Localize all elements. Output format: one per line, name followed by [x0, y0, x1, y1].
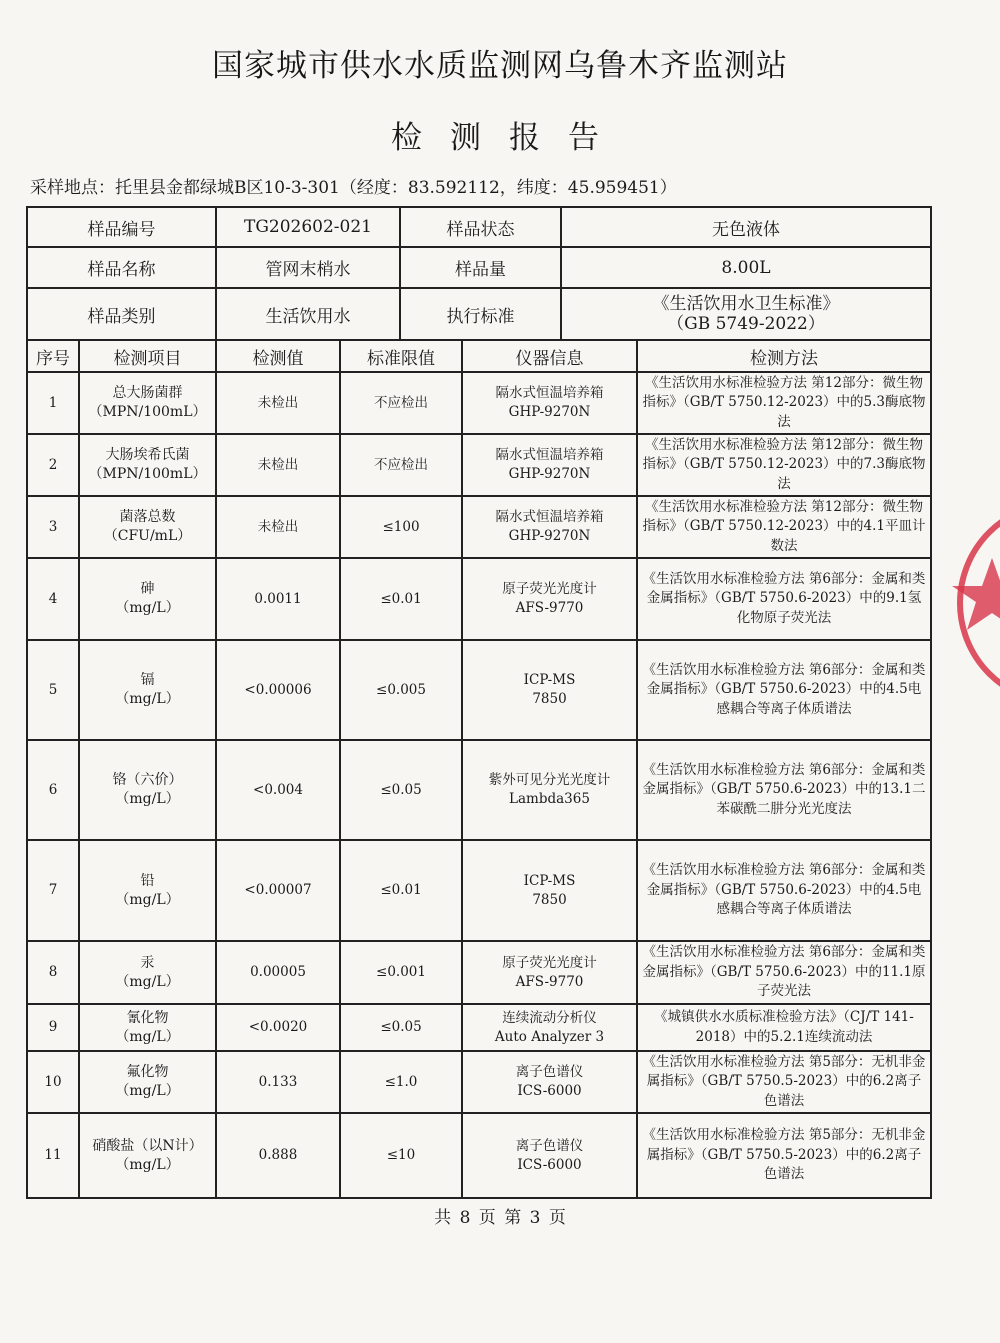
row-item: [79, 941, 216, 1004]
instrument-name: 隔水式恒温培养箱: [495, 509, 604, 525]
standard-label: 执行标准: [400, 288, 561, 340]
row-limit: ≤100: [340, 496, 462, 558]
instrument-name: 连续流动分析仪: [502, 1009, 597, 1026]
red-seal-stamp-icon: [950, 488, 1000, 718]
instrument-model: AFS-9770: [515, 973, 584, 990]
instrument-name: 原子荧光光度计: [502, 581, 597, 597]
item-name: 汞: [140, 954, 155, 971]
standard-value: [561, 288, 931, 340]
row-limit: ≤0.01: [340, 840, 462, 941]
item-name: 铅: [140, 872, 155, 889]
table-row: [27, 941, 931, 1004]
row-value: <0.00006: [216, 640, 340, 740]
sample-name-label: 样品名称: [27, 247, 216, 288]
sample-type-label: 样品类别: [27, 288, 216, 340]
row-value: <0.004: [216, 740, 340, 840]
sample-info-table: [26, 206, 932, 341]
row-value: 未检出: [216, 434, 340, 496]
row-limit: ≤0.05: [340, 740, 462, 840]
item-name: 氰化物: [126, 1009, 169, 1026]
sample-type-value: 生活饮用水: [216, 288, 400, 340]
table-row: [27, 640, 931, 740]
row-instrument: [462, 840, 637, 941]
row-value: 0.133: [216, 1051, 340, 1113]
row-value: 未检出: [216, 496, 340, 558]
instrument-name: 隔水式恒温培养箱: [495, 385, 604, 401]
sample-no-value: TG202602-021: [216, 207, 400, 247]
item-unit: （mg/L）: [115, 791, 180, 807]
sample-qty-value: 8.00L: [561, 247, 931, 288]
row-no: 3: [27, 496, 79, 558]
item-unit: （mg/L）: [115, 691, 180, 707]
instrument-model: 7850: [532, 891, 567, 908]
item-name: 硝酸盐（以N计）: [92, 1137, 203, 1154]
row-no: 8: [27, 941, 79, 1004]
row-value: 0.00005: [216, 941, 340, 1004]
sample-state-label: 样品状态: [400, 207, 561, 247]
row-item: [79, 740, 216, 840]
item-unit: （mg/L）: [115, 973, 180, 990]
item-unit: （MPN/100mL）: [88, 404, 207, 420]
row-instrument: [462, 1113, 637, 1198]
row-no: 10: [27, 1051, 79, 1113]
table-row: [27, 840, 931, 941]
row-instrument: [462, 941, 637, 1004]
item-unit: （MPN/100mL）: [88, 466, 207, 482]
instrument-name: ICP-MS: [523, 872, 576, 889]
row-limit: ≤1.0: [340, 1051, 462, 1113]
row-method: 《生活饮用水标准检验方法 第6部分：金属和类金属指标》（GB/T 5750.6-2023）中的11.1原子荧光法: [637, 941, 931, 1004]
row-no: 5: [27, 640, 79, 740]
header-limit: 标准限值: [340, 340, 462, 372]
row-item: [79, 558, 216, 640]
standard-code: （GB 5749-2022）: [667, 314, 825, 334]
sample-qty-label: 样品量: [400, 247, 561, 288]
row-instrument: [462, 496, 637, 558]
item-name: 镉: [140, 672, 155, 688]
row-limit: ≤0.05: [340, 1004, 462, 1051]
row-no: 2: [27, 434, 79, 496]
row-value: 未检出: [216, 372, 340, 434]
page-number: 共 8 页 第 3 页: [434, 1208, 566, 1228]
table-row: [27, 740, 931, 840]
standard-name: 《生活饮用水卫生标准》: [652, 294, 840, 314]
row-item: [79, 372, 216, 434]
row-method: 《生活饮用水标准检验方法 第6部分：金属和类金属指标》（GB/T 5750.6-2023）中的4.5电感耦合等离子体质谱法: [637, 640, 931, 740]
table-row: [27, 496, 931, 558]
row-no: 7: [27, 840, 79, 941]
row-item: [79, 496, 216, 558]
instrument-model: Lambda365: [509, 791, 590, 807]
row-limit: ≤0.005: [340, 640, 462, 740]
row-no: 11: [27, 1113, 79, 1198]
row-method: 《生活饮用水标准检验方法 第12部分：微生物指标》（GB/T 5750.12-2023）中的4.1平皿计数法: [637, 496, 931, 558]
row-instrument: [462, 434, 637, 496]
row-value: <0.0020: [216, 1004, 340, 1051]
instrument-name: 原子荧光光度计: [502, 954, 597, 971]
item-unit: （mg/L）: [115, 891, 180, 908]
row-limit: 不应检出: [340, 434, 462, 496]
item-name: 铬（六价）: [112, 772, 183, 788]
row-item: [79, 640, 216, 740]
item-unit: （mg/L）: [115, 1083, 180, 1099]
row-no: 6: [27, 740, 79, 840]
item-name: 菌落总数: [119, 509, 176, 525]
row-instrument: [462, 372, 637, 434]
table-row: [27, 1051, 931, 1113]
results-table: [26, 339, 932, 1199]
instrument-model: ICS-6000: [517, 1156, 582, 1173]
row-instrument: [462, 1051, 637, 1113]
row-method: 《生活饮用水标准检验方法 第5部分：无机非金属指标》（GB/T 5750.5-2023）中的6.2离子色谱法: [637, 1113, 931, 1198]
item-name: 砷: [140, 581, 155, 597]
row-instrument: [462, 740, 637, 840]
header-item: 检测项目: [79, 340, 216, 372]
sample-no-label: 样品编号: [27, 207, 216, 247]
report-org-title: 国家城市供水水质监测网乌鲁木齐监测站: [212, 48, 788, 84]
row-instrument: [462, 558, 637, 640]
row-item: [79, 1051, 216, 1113]
row-method: 《生活饮用水标准检验方法 第6部分：金属和类金属指标》（GB/T 5750.6-2023）中的13.1二苯碳酰二肼分光光度法: [637, 740, 931, 840]
instrument-model: GHP-9270N: [508, 404, 591, 420]
item-unit: （CFU/mL）: [103, 528, 192, 544]
header-value: 检测值: [216, 340, 340, 372]
table-row: [27, 1113, 931, 1198]
table-row: [27, 1004, 931, 1051]
item-name: 总大肠菌群: [112, 385, 183, 401]
header-instrument: 仪器信息: [462, 340, 637, 372]
row-item: [79, 434, 216, 496]
row-method: 《生活饮用水标准检验方法 第12部分：微生物指标》（GB/T 5750.12-2023）中的5.3酶底物法: [637, 372, 931, 434]
row-no: 1: [27, 372, 79, 434]
item-name: 氟化物: [126, 1064, 169, 1080]
table-row: [27, 434, 931, 496]
instrument-model: ICS-6000: [517, 1083, 582, 1099]
row-limit: ≤10: [340, 1113, 462, 1198]
report-title: 检测报告: [391, 120, 627, 156]
instrument-model: AFS-9770: [515, 600, 584, 616]
row-value: 0.0011: [216, 558, 340, 640]
instrument-model: 7850: [532, 691, 567, 707]
row-limit: ≤0.001: [340, 941, 462, 1004]
row-limit: ≤0.01: [340, 558, 462, 640]
sample-name-value: 管网末梢水: [216, 247, 400, 288]
row-no: 9: [27, 1004, 79, 1051]
row-method: 《城镇供水水质标准检验方法》（CJ/T 141-2018）中的5.2.1连续流动法: [637, 1004, 931, 1051]
row-instrument: [462, 1004, 637, 1051]
instrument-model: Auto Analyzer 3: [494, 1028, 605, 1045]
row-instrument: [462, 640, 637, 740]
row-no: 4: [27, 558, 79, 640]
row-limit: 不应检出: [340, 372, 462, 434]
header-no: 序号: [27, 340, 79, 372]
table-row: [27, 558, 931, 640]
item-unit: （mg/L）: [115, 1028, 180, 1045]
row-item: [79, 840, 216, 941]
row-value: 0.888: [216, 1113, 340, 1198]
instrument-name: 紫外可见分光光度计: [488, 772, 611, 788]
row-item: [79, 1004, 216, 1051]
item-unit: （mg/L）: [115, 1156, 180, 1173]
row-method: 《生活饮用水标准检验方法 第12部分：微生物指标》（GB/T 5750.12-2023）中的7.3酶底物法: [637, 434, 931, 496]
instrument-model: GHP-9270N: [508, 528, 591, 544]
instrument-name: 离子色谱仪: [515, 1064, 584, 1080]
item-unit: （mg/L）: [115, 600, 180, 616]
row-method: 《生活饮用水标准检验方法 第6部分：金属和类金属指标》（GB/T 5750.6-2023）中的9.1氢化物原子荧光法: [637, 558, 931, 640]
instrument-name: 离子色谱仪: [515, 1137, 584, 1154]
item-name: 大肠埃希氏菌: [105, 447, 190, 463]
row-item: [79, 1113, 216, 1198]
instrument-name: 隔水式恒温培养箱: [495, 447, 604, 463]
instrument-name: ICP-MS: [523, 672, 576, 688]
table-row: [27, 372, 931, 434]
row-value: <0.00007: [216, 840, 340, 941]
header-method: 检测方法: [637, 340, 931, 372]
row-method: 《生活饮用水标准检验方法 第5部分：无机非金属指标》（GB/T 5750.5-2023）中的6.2离子色谱法: [637, 1051, 931, 1113]
instrument-model: GHP-9270N: [508, 466, 591, 482]
sampling-location: 采样地点：托里县金都绿城B区10-3-301（经度：83.592112，纬度：45.959451）: [30, 178, 677, 198]
row-method: 《生活饮用水标准检验方法 第6部分：金属和类金属指标》（GB/T 5750.6-2023）中的4.5电感耦合等离子体质谱法: [637, 840, 931, 941]
sample-state-value: 无色液体: [561, 207, 931, 247]
